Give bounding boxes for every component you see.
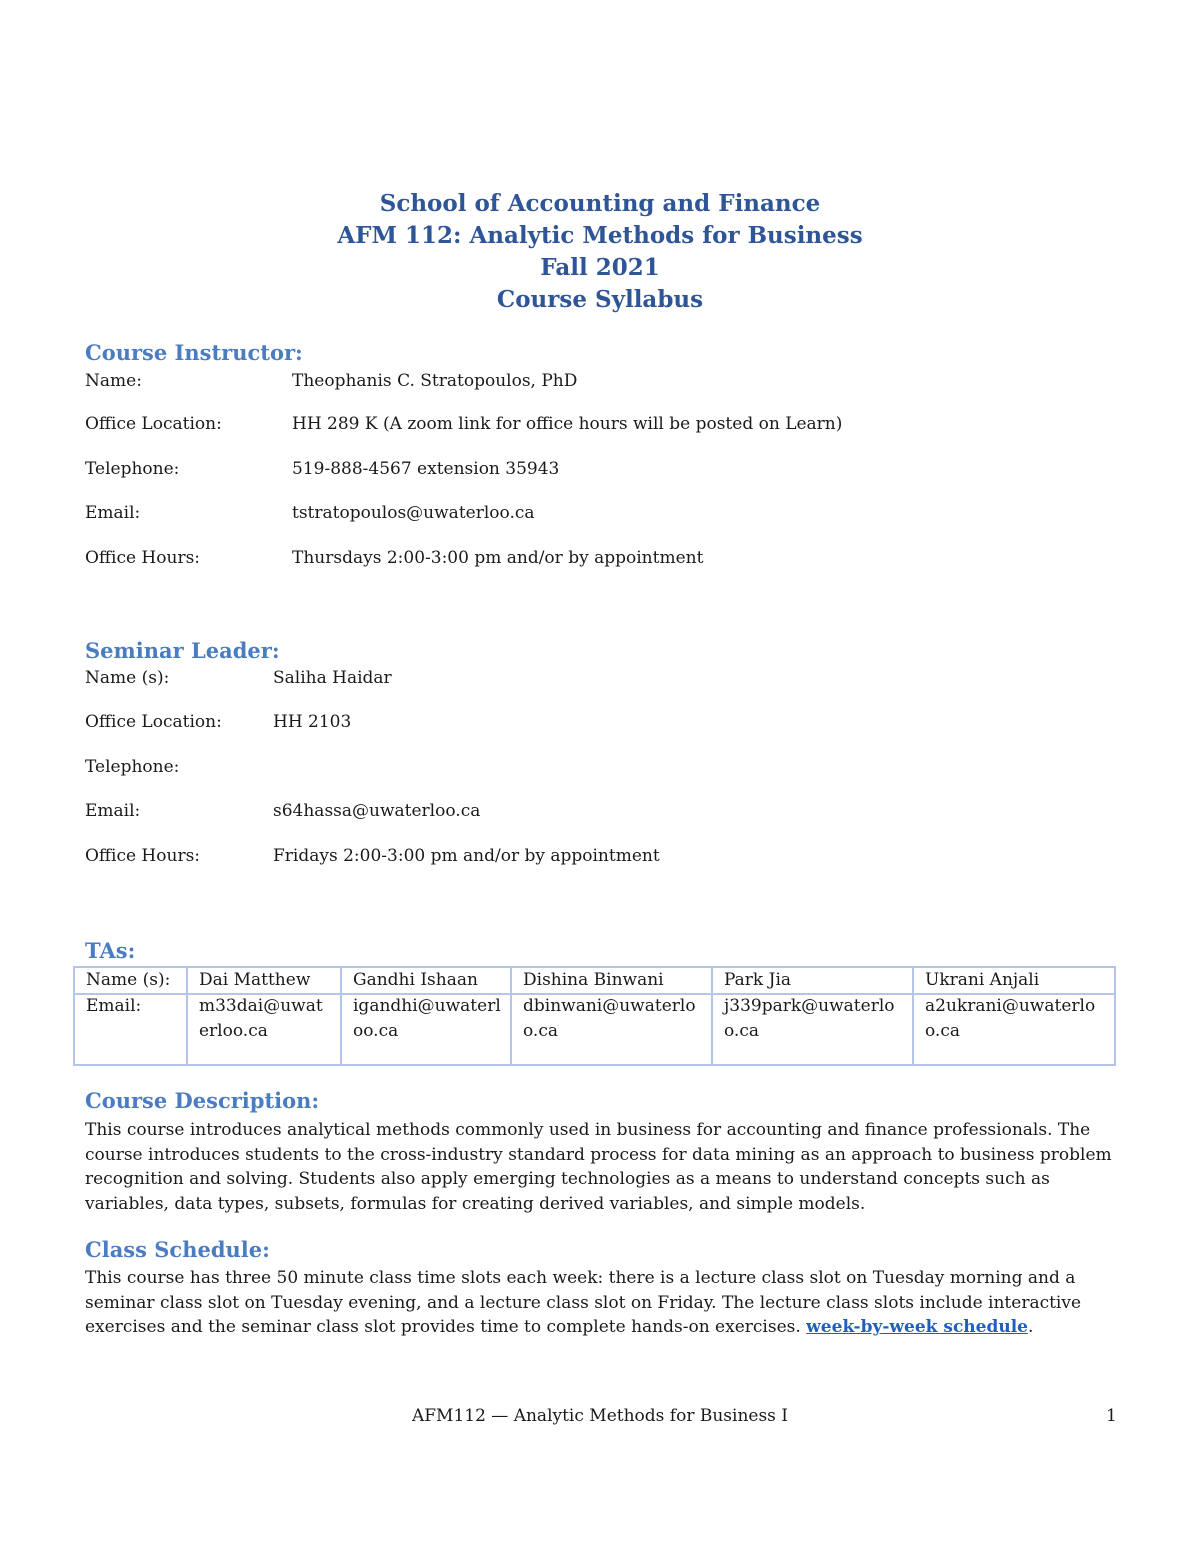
- ta-email-part: o.ca: [523, 1021, 558, 1041]
- field-label: Telephone:: [85, 757, 180, 777]
- field-value: Thursdays 2:00-3:00 pm and/or by appointment: [292, 548, 704, 568]
- instructor-heading: Course Instructor:: [85, 340, 303, 365]
- field-value: Saliha Haidar: [273, 668, 392, 688]
- ta-name: Park Jia: [724, 970, 792, 990]
- text-line: [85, 1315, 1125, 1340]
- text-line: This course introduces analytical methods commonly used in business for accounting and finance professionals. The: [85, 1120, 1091, 1140]
- page-number: 1: [1106, 1406, 1117, 1426]
- ta-name: Dai Matthew: [199, 970, 311, 990]
- week-by-week-schedule-link[interactable]: week-by-week schedule: [806, 1317, 1028, 1337]
- ta-email-part: dbinwani@uwaterlo: [523, 996, 696, 1016]
- field-value: 519-888-4567 extension 35943: [292, 459, 560, 479]
- seminar-email-link[interactable]: s64hassa@uwaterloo.ca: [273, 801, 481, 821]
- schedule-heading: Class Schedule:: [85, 1237, 270, 1262]
- instructor-email-link[interactable]: tstratopoulos@uwaterloo.ca: [292, 503, 535, 523]
- field-label: Name:: [85, 371, 142, 391]
- text-line: This course has three 50 minute class time slots each week: there is a lecture class slot on Tuesday morning and a: [85, 1268, 1076, 1288]
- tas-heading: TAs:: [85, 938, 136, 963]
- ta-email[interactable]: [914, 994, 1095, 1044]
- seminar-heading: Seminar Leader:: [85, 638, 280, 663]
- field-label: Name (s):: [85, 668, 170, 688]
- ta-email[interactable]: [713, 994, 895, 1044]
- field-value: HH 2103: [273, 712, 352, 732]
- ta-name: Gandhi Ishaan: [353, 970, 478, 990]
- field-value: HH 289 K (A zoom link for office hours will be posted on Learn): [292, 414, 843, 434]
- ta-email-part: a2ukrani@uwaterlo: [925, 996, 1096, 1016]
- ta-email-label: Email:: [86, 996, 142, 1016]
- field-value: Theophanis C. Stratopoulos, PhD: [292, 371, 578, 391]
- ta-table: [73, 966, 1116, 1066]
- text-line: variables, data types, subsets, formulas for creating derived variables, and simple models.: [85, 1193, 866, 1214]
- schedule-text: [85, 1266, 1125, 1340]
- field-label: Telephone:: [85, 459, 180, 479]
- ta-email[interactable]: [342, 994, 501, 1044]
- ta-name: Dishina Binwani: [523, 970, 664, 990]
- text-line: seminar class slot on Tuesday evening, and a lecture class slot on Friday. The lecture class slots include interactive: [85, 1292, 1082, 1313]
- document-title: [0, 188, 1200, 316]
- ta-name-label: Name (s):: [86, 970, 171, 990]
- field-label: Email:: [85, 503, 141, 523]
- document-type: Course Syllabus: [496, 286, 704, 313]
- text-segment: .: [1028, 1317, 1034, 1337]
- description-heading: Course Description:: [85, 1088, 320, 1113]
- field-label: Office Hours:: [85, 548, 201, 568]
- page-footer: AFM112 — Analytic Methods for Business I: [411, 1406, 789, 1426]
- field-label: Office Hours:: [85, 846, 201, 866]
- ta-email-part: erloo.ca: [199, 1021, 268, 1041]
- ta-email[interactable]: [512, 994, 696, 1044]
- text-segment: exercises and the seminar class slot provides time to complete hands-on exercises.: [85, 1317, 807, 1337]
- description-text: [85, 1118, 1125, 1216]
- ta-email-part: m33dai@uwat: [199, 996, 323, 1016]
- ta-email-part: o.ca: [925, 1021, 960, 1041]
- field-label: Email:: [85, 801, 141, 821]
- ta-email-part: igandhi@uwaterl: [353, 996, 501, 1016]
- term: Fall 2021: [540, 254, 660, 281]
- field-value: Fridays 2:00-3:00 pm and/or by appointment: [273, 846, 660, 866]
- ta-email[interactable]: [188, 994, 323, 1044]
- ta-email-part: o.ca: [724, 1021, 759, 1041]
- field-label: Office Location:: [85, 712, 222, 732]
- course-name: AFM 112: Analytic Methods for Business: [337, 222, 863, 249]
- ta-name: Ukrani Anjali: [925, 970, 1040, 990]
- text-line: course introduces students to the cross-industry standard process for data mining as an approach to business problem: [85, 1144, 1112, 1165]
- field-label: Office Location:: [85, 414, 222, 434]
- ta-email-part: oo.ca: [353, 1021, 399, 1041]
- text-line: recognition and solving. Students also apply emerging technologies as a means to understand concepts such as: [85, 1169, 1050, 1189]
- school-name: School of Accounting and Finance: [379, 190, 821, 217]
- ta-email-part: j339park@uwaterlo: [724, 996, 895, 1016]
